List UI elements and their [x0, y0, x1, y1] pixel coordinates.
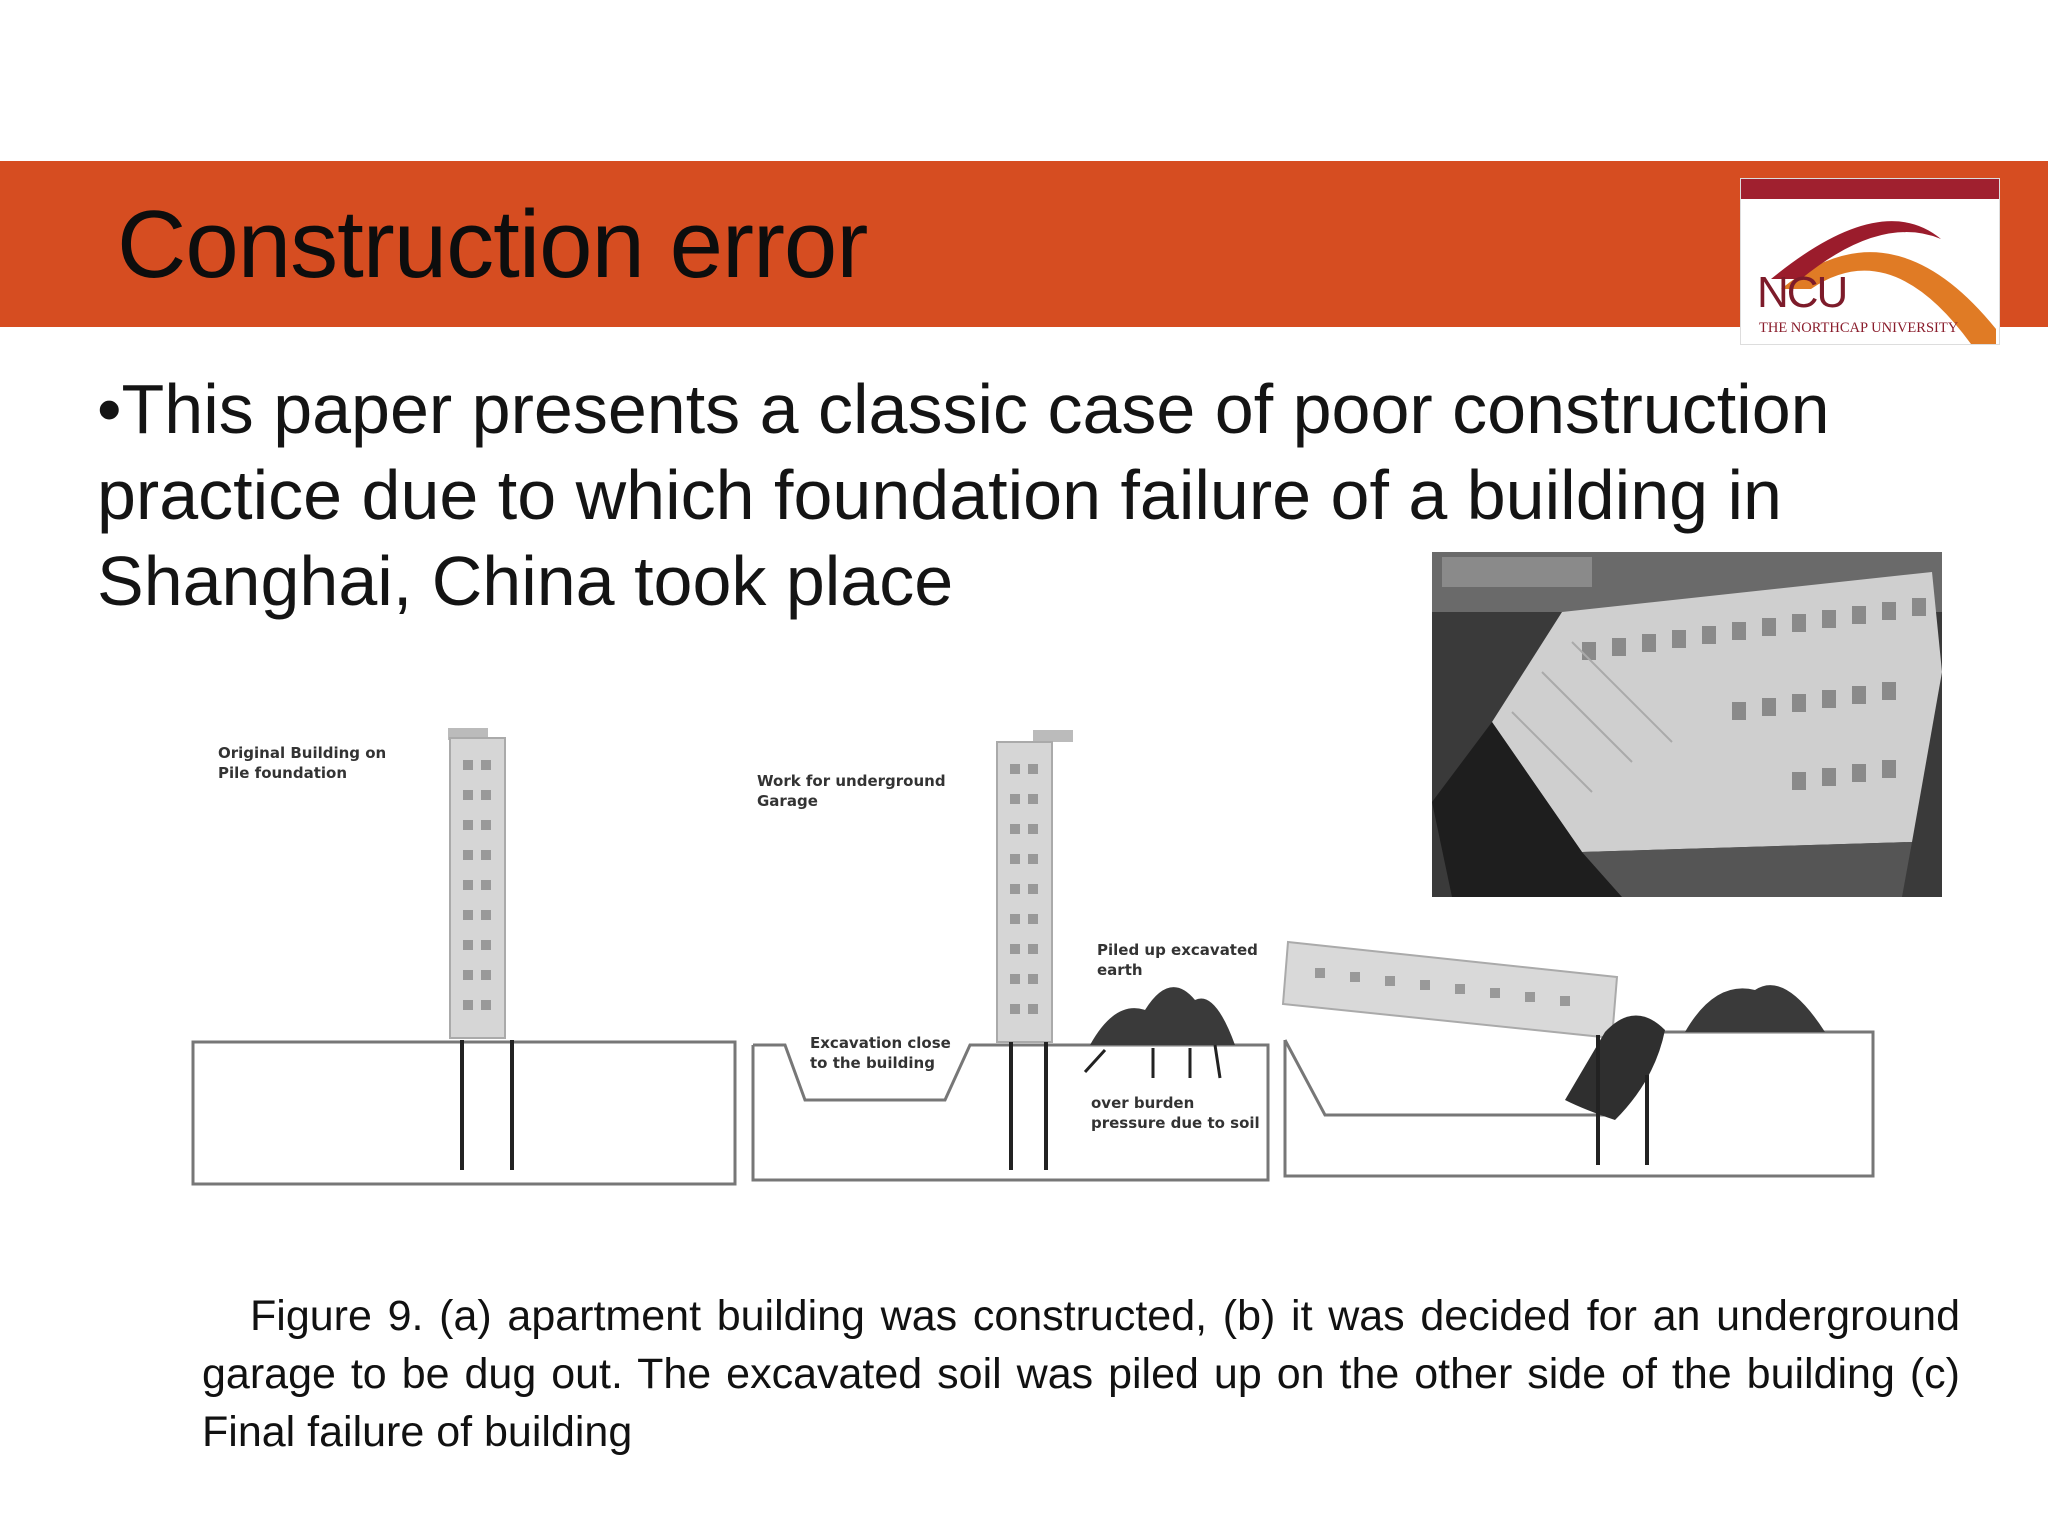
panel-a-label-2: Pile foundation [218, 764, 348, 782]
piled-earth [1090, 987, 1235, 1045]
figure-caption: Figure 9. (a) apartment building was constructed, (b) it was decided for an underground garage to be dug out. The excavated soil was piled up on the other side of the building (c) Final failure of building [202, 1292, 1960, 1456]
piled-earth-label-2: earth [1097, 961, 1143, 979]
slide-title: Construction error [117, 191, 868, 298]
excavation-label-2: to the building [810, 1054, 935, 1072]
logo-mark: NCU [1757, 268, 1847, 317]
panel-b-label-1: Work for underground [757, 772, 946, 790]
pressure-arrows [1085, 1045, 1220, 1078]
panel-c [1283, 942, 1873, 1176]
foundation-failure-diagram [185, 700, 1885, 1200]
university-logo [1740, 178, 2000, 345]
piled-earth-label-1: Piled up excavated [1097, 941, 1258, 959]
panel-a-label-1: Original Building on [218, 744, 387, 762]
pressure-label-1: over burden [1091, 1094, 1195, 1112]
excavation-label-1: Excavation close [810, 1034, 951, 1052]
pressure-label-2: pressure due to soil [1091, 1114, 1260, 1132]
panel-a [193, 728, 735, 1184]
panel-b [753, 730, 1268, 1180]
logo-subtitle: THE NORTHCAP UNIVERSITY [1759, 320, 1959, 336]
panel-b-label-2: Garage [757, 792, 818, 810]
bullet-text: •This paper presents a classic case of poor construction practice due to which foundation failure of a building in Shanghai, China took place [97, 370, 1830, 620]
